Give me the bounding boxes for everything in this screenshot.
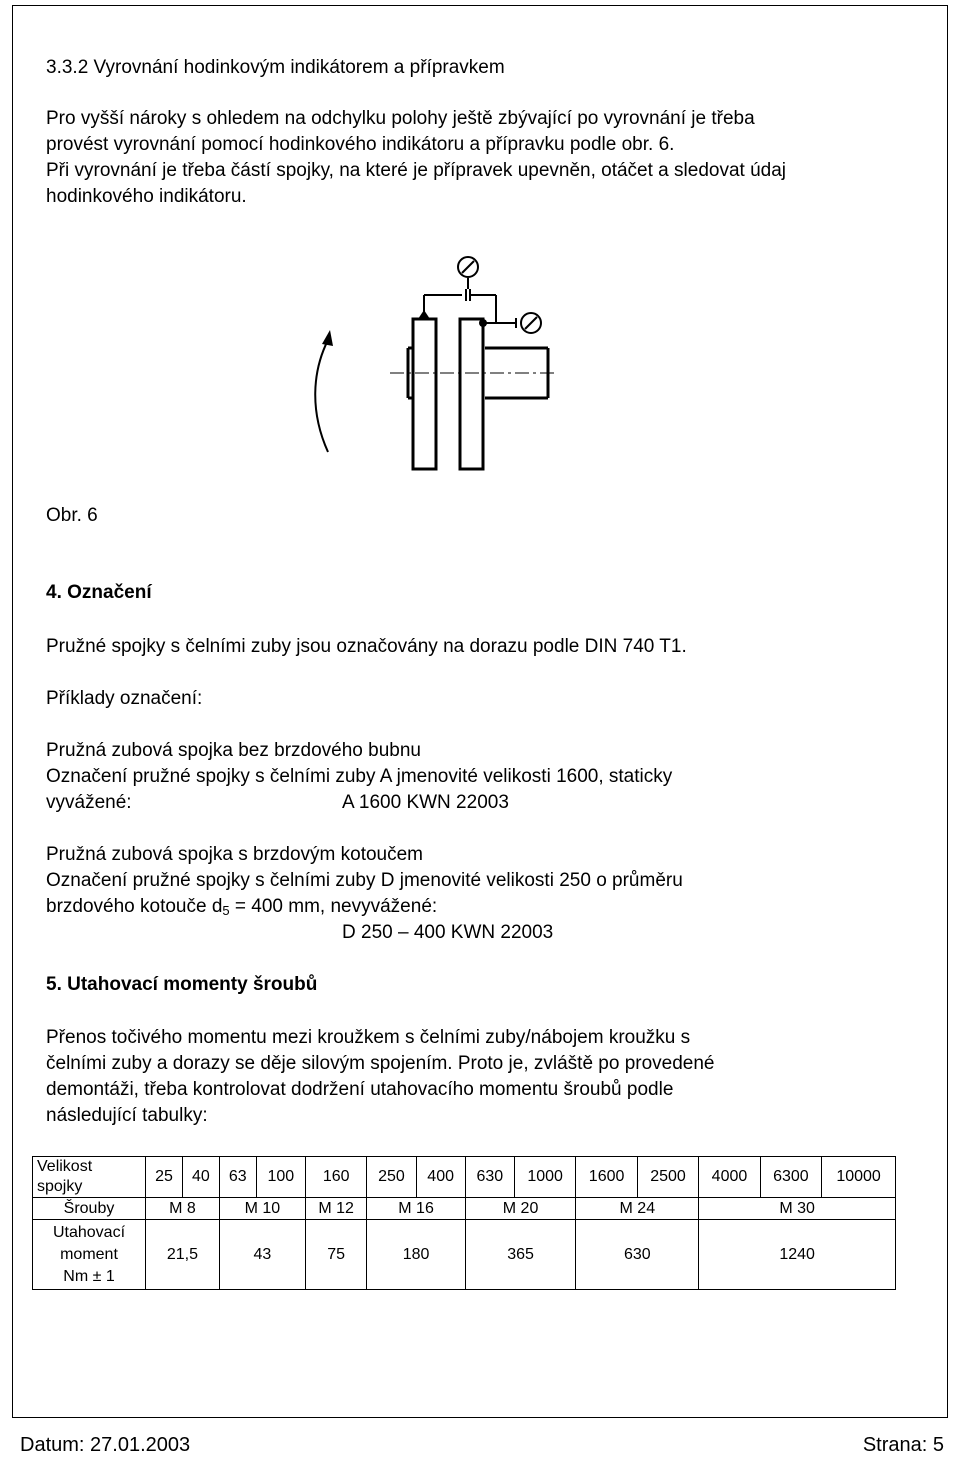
table-cell: M 16 <box>367 1198 465 1220</box>
text-span: brzdového kotouče d <box>46 896 223 917</box>
table-cell: M 12 <box>305 1198 366 1220</box>
figure-caption: Obr. 6 <box>46 505 98 526</box>
table-row <box>33 1157 896 1198</box>
table-cell: M 30 <box>699 1198 896 1220</box>
label-line: Nm ± 1 <box>63 1267 115 1285</box>
paragraph-line: Pružné spojky s čelními zuby jsou označovány na dorazu podle DIN 740 T1. <box>46 636 687 657</box>
table-cell: M 10 <box>219 1198 305 1220</box>
page-border-right <box>947 5 948 1417</box>
label-line: Utahovací <box>52 1223 126 1241</box>
paragraph-line <box>46 894 437 920</box>
table-cell: M 20 <box>465 1198 576 1220</box>
table-cell: 400 <box>416 1157 465 1198</box>
table-cell: 21,5 <box>146 1220 220 1290</box>
table-cell: 630 <box>576 1220 699 1290</box>
table-cell: 100 <box>256 1157 305 1198</box>
row-label: Šrouby <box>33 1198 146 1220</box>
section-heading: 5. Utahovací momenty šroubů <box>46 974 318 995</box>
label-line: spojky <box>37 1178 83 1195</box>
row-label <box>33 1157 146 1198</box>
text-span: = 400 mm, nevyvážené: <box>229 896 438 917</box>
page-border-left <box>12 5 13 1417</box>
paragraph-line: vyvážené: <box>46 792 132 813</box>
paragraph-line: Při vyrovnání je třeba částí spojky, na které je přípravek upevněn, otáčet a sledovat údaj <box>46 160 786 181</box>
table-cell: 43 <box>219 1220 305 1290</box>
section-heading: 3.3.2 Vyrovnání hodinkovým indikátorem a přípravkem <box>46 57 505 78</box>
coupling-alignment-diagram <box>300 252 560 477</box>
designation-code: A 1600 KWN 22003 <box>342 792 509 813</box>
footer-date: Datum: 27.01.2003 <box>20 1434 191 1456</box>
footer-page-number: Strana: 5 <box>862 1434 944 1456</box>
table-cell: 75 <box>305 1220 366 1290</box>
table-cell: 365 <box>465 1220 576 1290</box>
table-cell: M 8 <box>146 1198 220 1220</box>
table-cell: 25 <box>146 1157 183 1198</box>
example-title: Pružná zubová spojka s brzdovým kotoučem <box>46 844 424 865</box>
table-cell: 250 <box>367 1157 416 1198</box>
table-cell: 630 <box>465 1157 514 1198</box>
table-row <box>33 1220 896 1290</box>
table-cell: 40 <box>182 1157 219 1198</box>
paragraph-line: Označení pružné spojky s čelními zuby A jmenovité velikosti 1600, staticky <box>46 766 673 787</box>
row-label <box>33 1220 146 1290</box>
paragraph-line: čelními zuby a dorazy se děje silovým spojením. Proto je, zvláště po provedené <box>46 1053 715 1074</box>
label-line: Velikost <box>37 1158 93 1175</box>
table-cell: 4000 <box>699 1157 760 1198</box>
table-cell: 2500 <box>637 1157 698 1198</box>
paragraph-line: Označení pružné spojky s čelními zuby D jmenovité velikosti 250 o průměru <box>46 870 683 891</box>
footer-divider <box>12 1417 948 1418</box>
table-cell: 160 <box>305 1157 366 1198</box>
table-cell: 1240 <box>699 1220 896 1290</box>
table-cell: M 24 <box>576 1198 699 1220</box>
paragraph-line: Pro vyšší nároky s ohledem na odchylku polohy ještě zbývající po vyrovnání je třeba <box>46 108 755 129</box>
page-border <box>12 5 948 6</box>
table-cell: 63 <box>219 1157 256 1198</box>
table-cell: 1600 <box>576 1157 637 1198</box>
table-cell: 10000 <box>822 1157 896 1198</box>
examples-label: Příklady označení: <box>46 688 203 709</box>
paragraph-line: Přenos točivého momentu mezi kroužkem s čelními zuby/nábojem kroužku s <box>46 1027 691 1048</box>
torque-table <box>32 1156 896 1290</box>
paragraph-line: následující tabulky: <box>46 1105 208 1126</box>
paragraph-line: provést vyrovnání pomocí hodinkového indikátoru a přípravku podle obr. 6. <box>46 134 675 155</box>
example-title: Pružná zubová spojka bez brzdového bubnu <box>46 740 421 761</box>
table-cell: 1000 <box>514 1157 575 1198</box>
section-heading: 4. Označení <box>46 582 152 603</box>
paragraph-line: demontáži, třeba kontrolovat dodržení utahovacího momentu šroubů podle <box>46 1079 674 1100</box>
paragraph-line: hodinkového indikátoru. <box>46 186 247 207</box>
table-cell: 6300 <box>760 1157 821 1198</box>
table-cell: 180 <box>367 1220 465 1290</box>
table-row <box>33 1198 896 1220</box>
label-line: moment <box>60 1245 118 1263</box>
subscript: 5 <box>222 903 230 918</box>
designation-code: D 250 – 400 KWN 22003 <box>342 922 554 943</box>
